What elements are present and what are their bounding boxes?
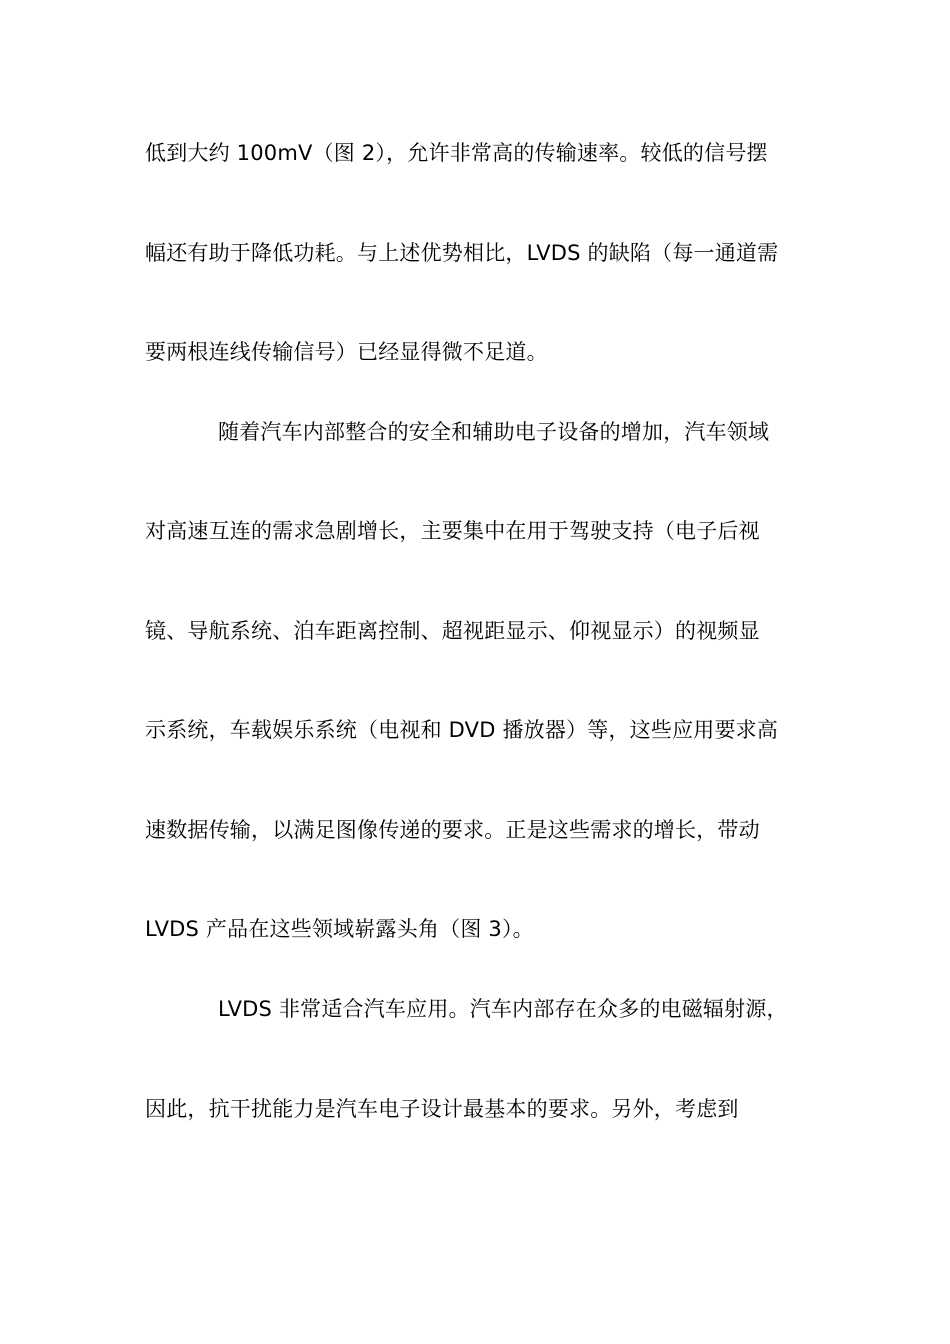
paragraph-2-line-3: 镜、导航系统、泊车距离控制、超视距显示、仰视显示）的视频显 — [145, 619, 760, 643]
paragraph-2-line-1: 随着汽车内部整合的安全和辅助电子设备的增加，汽车领域 — [218, 420, 770, 444]
paragraph-2-line-6: LVDS 产品在这些领域崭露头角（图 3）。 — [145, 917, 534, 941]
paragraph-1-line-2: 幅还有助于降低功耗。与上述优势相比，LVDS 的缺陷（每一通道需 — [145, 241, 779, 265]
paragraph-1-line-1: 低到大约 100mV（图 2），允许非常高的传输速率。较低的信号摆 — [145, 141, 768, 165]
paragraph-3-line-1: LVDS 非常适合汽车应用。汽车内部存在众多的电磁辐射源， — [218, 997, 788, 1021]
paragraph-1-line-3: 要两根连线传输信号）已经显得微不足道。 — [145, 340, 548, 364]
paragraph-2-line-2: 对高速互连的需求急剧增长，主要集中在用于驾驶支持（电子后视 — [145, 519, 760, 543]
paragraph-2-line-5: 速数据传输，以满足图像传递的要求。正是这些需求的增长，带动 — [145, 818, 760, 842]
paragraph-3-line-2: 因此，抗干扰能力是汽车电子设计最基本的要求。另外，考虑到 — [145, 1097, 739, 1121]
paragraph-2-line-4: 示系统，车载娱乐系统（电视和 DVD 播放器）等，这些应用要求高 — [145, 718, 779, 742]
